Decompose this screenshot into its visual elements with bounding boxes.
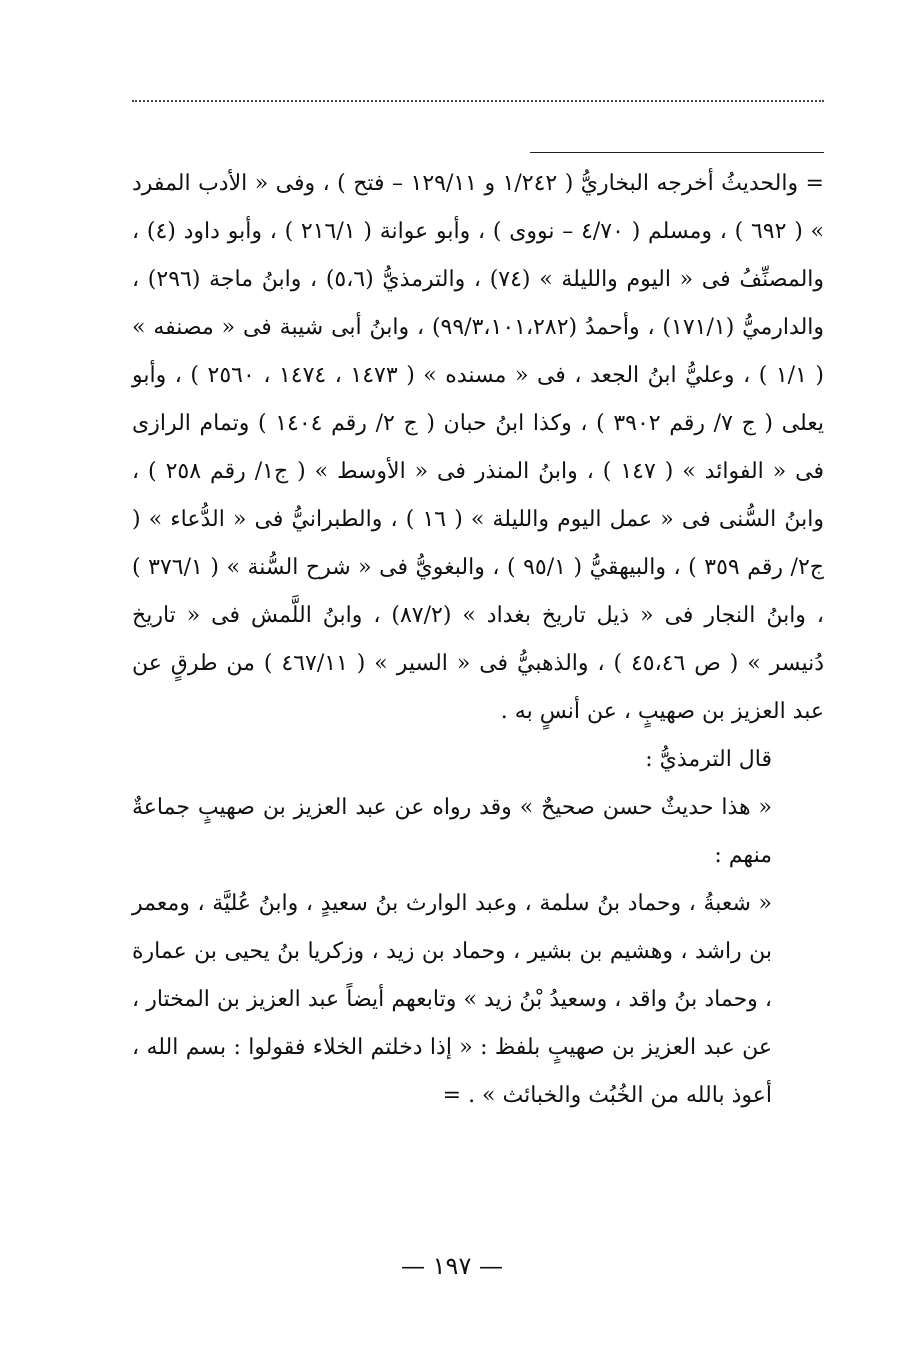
footnote-body bbox=[132, 160, 824, 1120]
footnote-separator-rule bbox=[530, 152, 824, 153]
footnote-paragraph-takhrij: = والحديثُ أخرجه البخاريُّ ( ١/٢٤٢ و ١٢٩/١١ – فتح ) ، وفى « الأدب المفرد » ( ٦٩٢ ) ، ومسلم ( ٤/٧٠ – نووى ) ، وأبو عوانة ( ٢١٦/١ ) ، وأبو داود (٤) ، والمصنِّفُ فى « اليوم والليلة » (٧٤) ، والترمذيُّ (٥،٦) ، وابنُ ماجة (٢٩٦) ، والدارميُّ (١٧١/١) ، وأحمدُ (٩٩/٣،١٠١،٢٨٢) ، وابنُ أبى شيبة فى « مصنفه » ( ١/١ ) ، وعليُّ ابنُ الجعد ، فى « مسنده » ( ١٤٧٣ ، ١٤٧٤ ، ٢٥٦٠ ) ، وأبو يعلى ( ج ٧/ رقم ٣٩٠٢ ) ، وكذا ابنُ حبان ( ج ٢/ رقم ١٤٠٤ ) وتمام الرازى فى « الفوائد » ( ١٤٧ ) ، وابنُ المنذر فى « الأوسط » ( ج١/ رقم ٢٥٨ ) ، وابنُ السُّنى فى « عمل اليوم والليلة » ( ١٦ ) ، والطبرانيُّ فى « الدُّعاء » ( ج٢/ رقم ٣٥٩ ) ، والبيهقيُّ ( ٩٥/١ ) ، والبغويُّ فى « شرح السُّنة » ( ٣٧٦/١ ) ، وابنُ النجار فى « ذيل تاريخ بغداد » (٨٧/٢) ، وابنُ اللَّمش فى « تاريخ دُنيسر » ( ص ٤٥،٤٦ ) ، والذهبيُّ فى « السير » ( ٤٦٧/١١ ) من طرقٍ عن عبد العزيز بن صهيبٍ ، عن أنسٍ به . bbox=[132, 171, 825, 724]
header-dotted-rule bbox=[132, 100, 824, 102]
footnote-paragraph-narrators: « شعبةُ ، وحماد بنُ سلمة ، وعبد الوارث بنُ سعيدٍ ، وابنُ عُليَّة ، ومعمر بن راشد ، وهشيم بن بشير ، وحماد بن زيد ، وزكريا بنُ يحيى بن عمارة ، وحماد بنُ واقد ، وسعيدُ بْنُ زيد » وتابعهم أيضاً عبد العزيز بن المختار ، عن عبد العزيز بن صهيبٍ بلفظ : « إذا دخلتم الخلاء فقولوا : بسم الله ، أعوذ بالله من الخُبُث والخبائث » . = bbox=[132, 891, 772, 1108]
footnote-paragraph-tirmidhi-intro: قال الترمذيُّ : bbox=[645, 747, 772, 772]
footnote-paragraph-tirmidhi-quote: « هذا حديثٌ حسن صحيحٌ » وقد رواه عن عبد العزيز بن صهيبٍ جماعةٌ منهم : bbox=[132, 795, 772, 868]
page-number: — ١٩٧ — bbox=[401, 1252, 503, 1280]
